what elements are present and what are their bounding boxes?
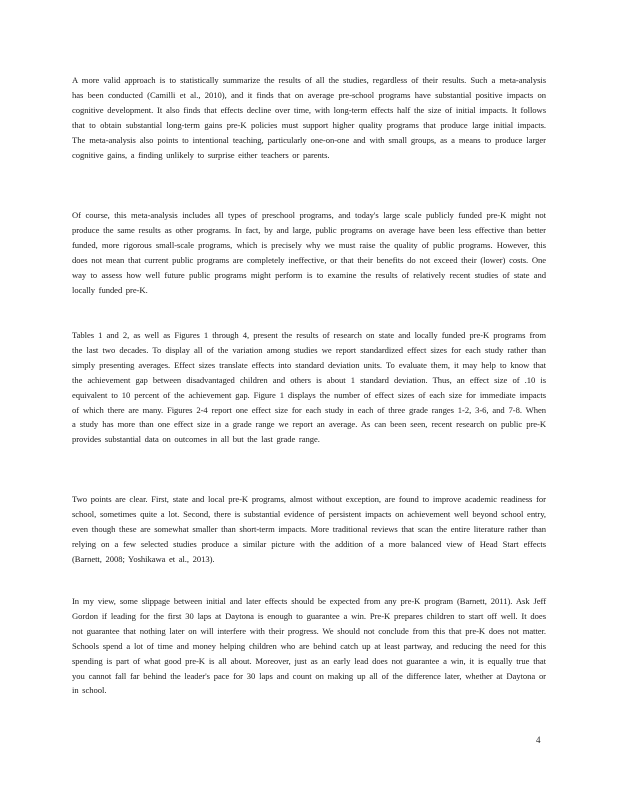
paragraph-meta-analysis: A more valid approach is to statistically summarize the results of all the studies, regardless of their results. Such a meta-analysis has been conducted (Camilli et al., 2010), and it finds that on average pre-school programs have substantial positive impacts on cognitive development. It also finds that effects decline over time, with long-term effects half the size of initial impacts. It follows that to obtain substantial long-term gains pre-K policies must support higher quality programs that produce large initial impacts. The meta-analysis also points to intentional teaching, particularly one-on-one and with small groups, as a means to produce larger cognitive gains, a finding unlikely to surprise either teachers or parents.	[72, 75, 546, 160]
paragraph-slippage: In my view, some slippage between initial and later effects should be expected from any pre-K program (Barnett, 2011). Ask Jeff Gordon if leading for the first 30 laps at Daytona is enough to guarantee a win. Pre-K prepares children to start off well. It does not guarantee that nothing later on will interfere with their progress. We should not conclude from this that pre-K does not matter. Schools spend a lot of time and money helping children who are behind catch up at least partway, and reducing the need for this spending is part of what good pre-K is all about. Moreover, just as an early lead does not guarantee a win, it is equally true that you cannot fall far behind the leader's pace for 30 laps and count on making up all of the difference later, whether at Daytona or in school.	[72, 596, 546, 696]
paragraph-tables-figures: Tables 1 and 2, as well as Figures 1 through 4, present the results of research on state and locally funded pre-K programs from the last two decades. To display all of the variation among studies we report standardized effect sizes for each study rather than simply presenting averages. Effect sizes translate effects into standard deviation units. To evaluate them, it may help to know that the achievement gap between disadvantaged children and others is about 1 standard deviation. Thus, an effect size of .10 is equivalent to 10 percent of the achievement gap. Figure 1 displays the number of effect sizes of each size for immediate impacts of which there are many. Figures 2-4 report one effect size for each study in each of three grade ranges 1-2, 3-6, and 7-8. When a study has more than one effect size in a grade range we report an average. As can been seen, recent research on public pre-K provides substantial data on outcomes in all but the last grade range.	[72, 330, 546, 445]
page-number: 4	[536, 735, 541, 745]
paragraph-public-programs: Of course, this meta-analysis includes all types of preschool programs, and today's large scale publicly funded pre-K might not produce the same results as other programs. In fact, by and large, public programs on average have been less effective than better funded, more rigorous small-scale programs, which is precisely why we must raise the quality of public programs. However, this does not mean that current public programs are completely ineffective, or that their benefits do not exceed their (lower) costs. One way to assess how well future public programs might perform is to examine the results of relatively recent studies of state and locally funded pre-K.	[72, 210, 546, 295]
paragraph-two-points: Two points are clear. First, state and local pre-K programs, almost without exception, are found to improve academic readiness for school, sometimes quite a lot. Second, there is substantial evidence of persistent impacts on achievement well beyond school entry, even though these are somewhat smaller than short-term impacts. More traditional reviews that scan the entire literature rather than relying on a few selected studies produce a similar picture with the addition of a more balanced view of Head Start effects (Barnett, 2008; Yoshikawa et al., 2013).	[72, 494, 546, 564]
